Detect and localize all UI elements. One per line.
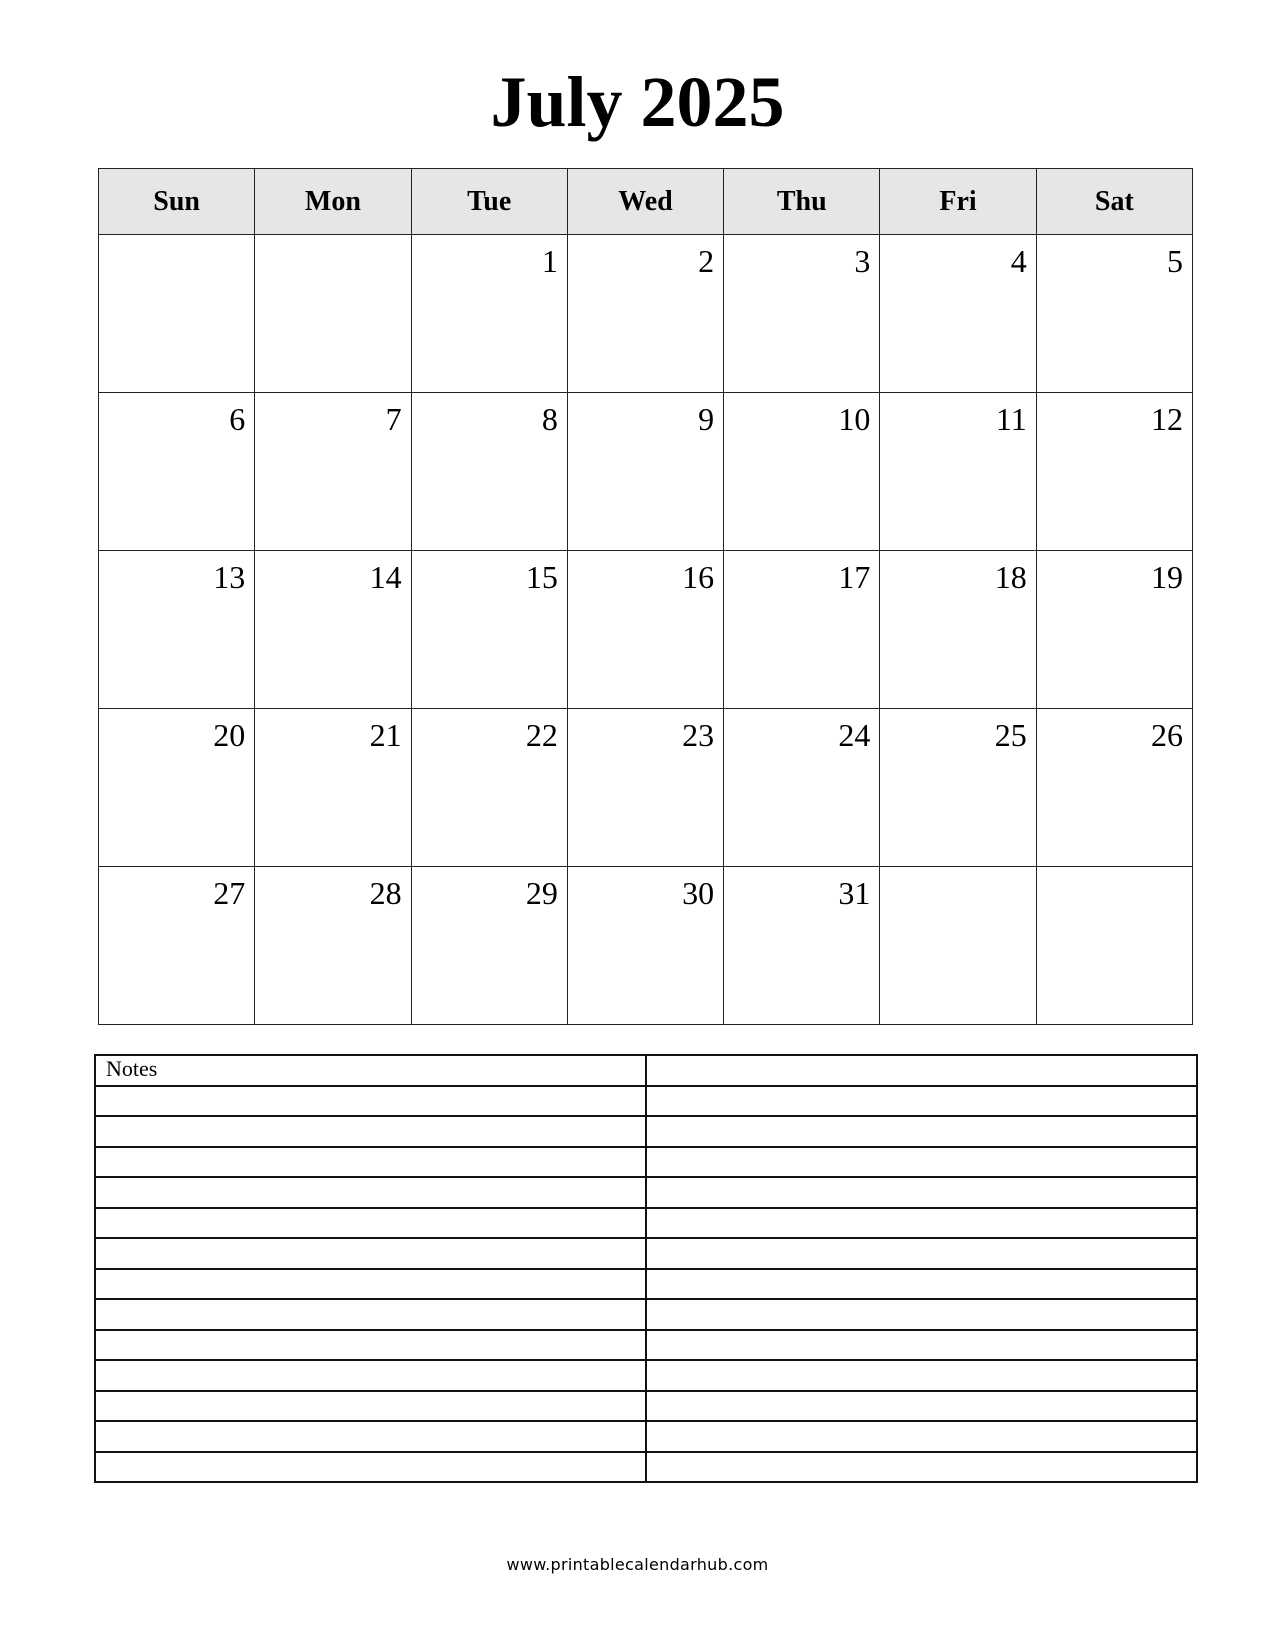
day-number [245, 252, 254, 262]
day-number: 22 [525, 717, 558, 753]
day-cell [567, 393, 723, 551]
day-number: 4 [1010, 243, 1027, 279]
notes-table [94, 1054, 1198, 1483]
day-cell [411, 709, 567, 867]
notes-cell [646, 1238, 1197, 1269]
notes-cell [646, 1147, 1197, 1178]
day-number: 26 [1151, 717, 1183, 753]
day-cell [99, 551, 255, 709]
day-number: 20 [213, 717, 246, 753]
notes-cell [646, 1330, 1197, 1361]
day-cell [567, 867, 723, 1025]
day-number: 3 [854, 243, 871, 279]
day-cell [724, 393, 880, 551]
day-number: 1 [541, 243, 558, 279]
day-cell [1036, 235, 1192, 393]
day-number: 15 [525, 559, 558, 595]
weekday-fri: Fri [880, 169, 1036, 235]
day-number: 27 [213, 875, 246, 911]
notes-cell [646, 1116, 1197, 1147]
notes-cell [646, 1208, 1197, 1239]
day-cell [255, 709, 411, 867]
day-number: 28 [369, 875, 402, 911]
day-number: 13 [213, 559, 246, 595]
notes-row [95, 1116, 1197, 1147]
notes-cell [95, 1086, 646, 1117]
day-number: 12 [1151, 401, 1183, 437]
day-cell [411, 393, 567, 551]
day-cell [567, 235, 723, 393]
weekday-tue: Tue [411, 169, 567, 235]
day-cell [724, 709, 880, 867]
notes-row [95, 1421, 1197, 1452]
notes-row [95, 1391, 1197, 1422]
day-number: 24 [838, 717, 871, 753]
day-number: 16 [682, 559, 715, 595]
notes-cell [646, 1452, 1197, 1483]
weekday-sun: Sun [99, 169, 255, 235]
day-number: 18 [994, 559, 1027, 595]
day-cell [880, 393, 1036, 551]
calendar-grid [98, 168, 1193, 1025]
notes-cell [646, 1391, 1197, 1422]
notes-row [95, 1330, 1197, 1361]
day-cell [99, 393, 255, 551]
notes-row [95, 1055, 1197, 1086]
weekday-header-row [99, 169, 1193, 235]
notes-row [95, 1299, 1197, 1330]
day-cell [1036, 709, 1192, 867]
day-number: 19 [1151, 559, 1183, 595]
day-cell [880, 709, 1036, 867]
day-number: 31 [838, 875, 871, 911]
week-row [99, 551, 1193, 709]
day-number: 2 [698, 243, 715, 279]
day-cell [880, 551, 1036, 709]
weekday-wed: Wed [567, 169, 723, 235]
notes-row [95, 1147, 1197, 1178]
notes-row [95, 1452, 1197, 1483]
notes-cell [646, 1269, 1197, 1300]
day-cell [1036, 551, 1192, 709]
day-number: 21 [369, 717, 402, 753]
day-number: 11 [995, 401, 1027, 437]
notes-cell [95, 1299, 646, 1330]
notes-row [95, 1360, 1197, 1391]
notes-cell [646, 1177, 1197, 1208]
day-number: 8 [541, 401, 558, 437]
day-cell [99, 709, 255, 867]
notes-cell [95, 1360, 646, 1391]
notes-label: Notes [95, 1055, 646, 1086]
day-cell [880, 235, 1036, 393]
day-number [1027, 884, 1036, 894]
weekday-mon: Mon [255, 169, 411, 235]
notes-cell [646, 1360, 1197, 1391]
day-cell [567, 551, 723, 709]
day-number: 23 [682, 717, 715, 753]
day-cell [99, 867, 255, 1025]
notes-cell [95, 1208, 646, 1239]
weekday-thu: Thu [724, 169, 880, 235]
day-number: 29 [525, 875, 558, 911]
day-cell [724, 867, 880, 1025]
day-number: 10 [838, 401, 871, 437]
day-cell [255, 235, 411, 393]
notes-cell [646, 1299, 1197, 1330]
day-cell [411, 235, 567, 393]
notes-cell [95, 1269, 646, 1300]
day-cell [724, 551, 880, 709]
notes-cell [646, 1086, 1197, 1117]
notes-cell [95, 1238, 646, 1269]
day-number: 30 [682, 875, 715, 911]
notes-cell [646, 1421, 1197, 1452]
day-cell [724, 235, 880, 393]
week-row [99, 393, 1193, 551]
day-number [402, 252, 411, 262]
notes-cell [95, 1391, 646, 1422]
notes-row [95, 1269, 1197, 1300]
day-cell [567, 709, 723, 867]
day-cell [99, 235, 255, 393]
week-row [99, 867, 1193, 1025]
notes-cell [95, 1330, 646, 1361]
day-number: 6 [229, 401, 246, 437]
day-number: 14 [369, 559, 402, 595]
day-cell [255, 867, 411, 1025]
notes-row [95, 1238, 1197, 1269]
day-cell [880, 867, 1036, 1025]
notes-row [95, 1086, 1197, 1117]
day-number: 5 [1167, 243, 1183, 279]
notes-row [95, 1177, 1197, 1208]
footer-url: www.printablecalendarhub.com [506, 1555, 769, 1574]
weekday-sat: Sat [1036, 169, 1192, 235]
notes-row [95, 1208, 1197, 1239]
day-cell [411, 867, 567, 1025]
notes-cell [95, 1177, 646, 1208]
day-number: 25 [994, 717, 1027, 753]
notes-cell [646, 1055, 1197, 1086]
notes-cell [95, 1452, 646, 1483]
notes-cell [95, 1147, 646, 1178]
page-title: July 2025 [490, 62, 785, 142]
day-cell [255, 551, 411, 709]
week-row [99, 709, 1193, 867]
day-cell [411, 551, 567, 709]
day-number: 17 [838, 559, 871, 595]
notes-cell [95, 1116, 646, 1147]
notes-cell [95, 1421, 646, 1452]
day-cell [1036, 393, 1192, 551]
day-cell [1036, 867, 1192, 1025]
week-row [99, 235, 1193, 393]
day-number [1183, 884, 1192, 894]
day-number: 7 [385, 401, 402, 437]
day-number: 9 [698, 401, 715, 437]
day-cell [255, 393, 411, 551]
